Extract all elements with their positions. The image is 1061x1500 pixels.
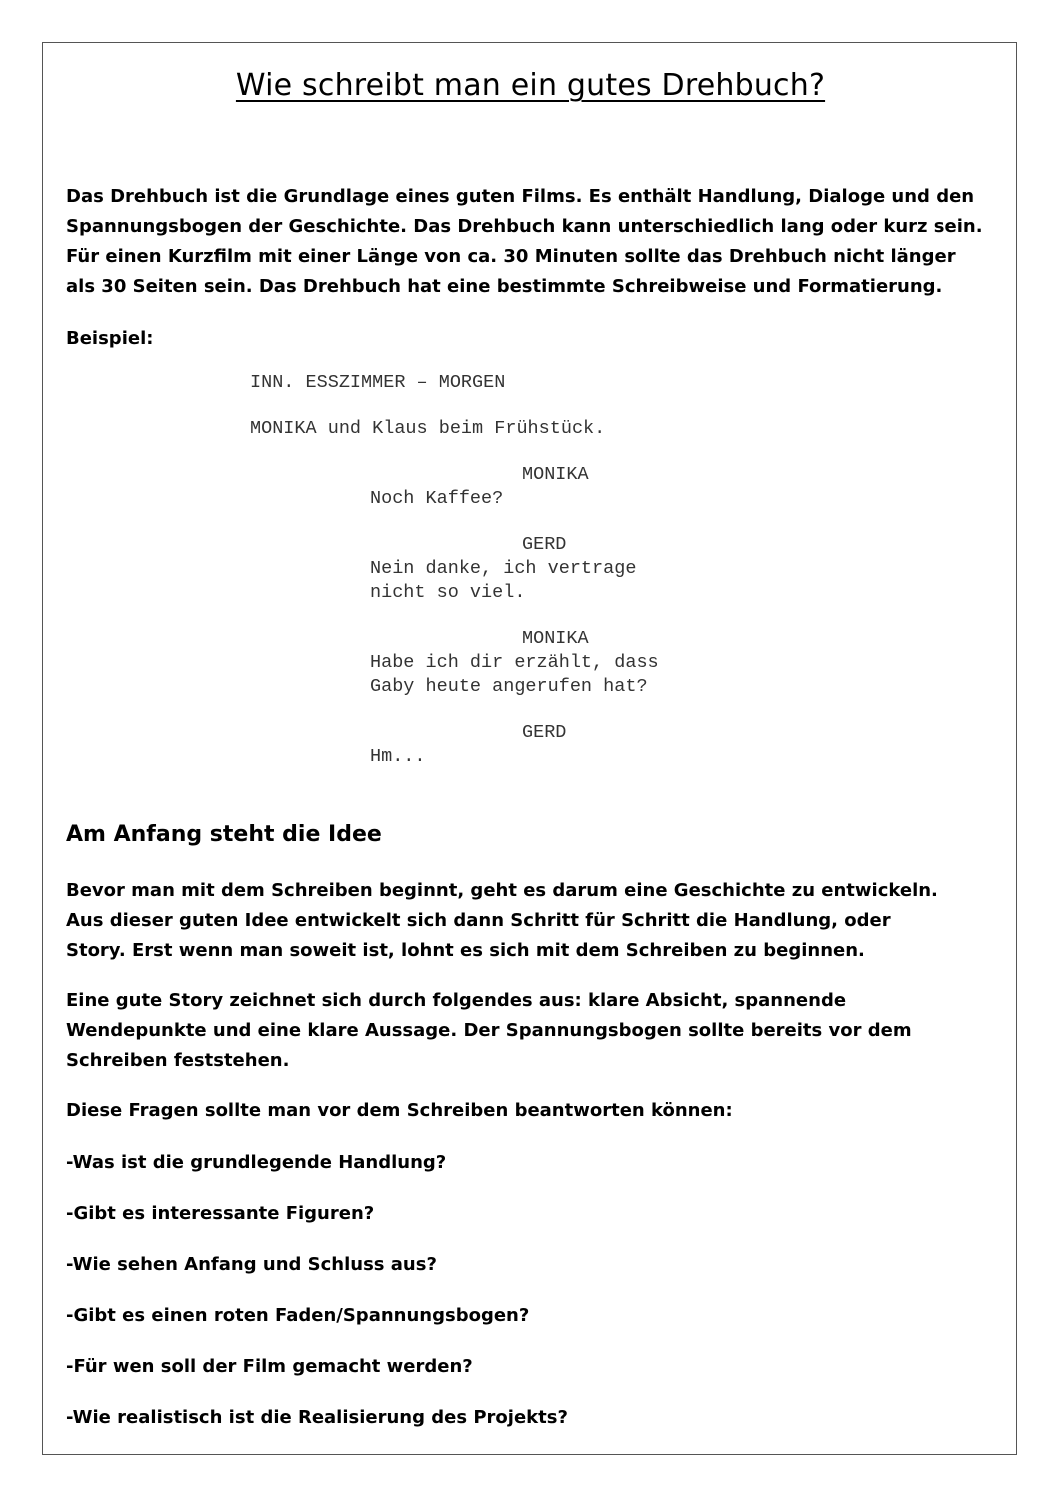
question-item: -Was ist die grundlegende Handlung? [66,1152,447,1173]
paragraph-line: Story. Erst wenn man soweit ist, lohnt es sich mit dem Schreiben zu beginnen. [66,940,865,961]
intro-line: Für einen Kurzfilm mit einer Länge von ca. 30 Minuten sollte das Drehbuch nicht länger [66,246,956,267]
paragraph-line: Eine gute Story zeichnet sich durch folgendes aus: klare Absicht, spannende [66,990,847,1011]
dialogue-line: Gaby heute angerufen hat? [370,676,648,697]
page-title: Wie schreibt man ein gutes Drehbuch? [235,68,826,103]
dialogue-line: Nein danke, ich vertrage [370,558,637,579]
intro-line: Das Drehbuch ist die Grundlage eines guten Films. Es enthält Handlung, Dialoge und den [66,186,975,207]
dialogue-character: GERD [522,722,567,743]
question-item: -Wie realistisch ist die Realisierung des Projekts? [66,1407,568,1428]
dialogue-character: MONIKA [522,628,589,649]
intro-paragraph [66,182,996,302]
question-item: -Für wen soll der Film gemacht werden? [66,1356,473,1377]
intro-line: als 30 Seiten sein. Das Drehbuch hat eine bestimmte Schreibweise und Formatierung. [66,276,943,297]
dialogue-line: Noch Kaffee? [370,488,504,509]
paragraph-line: Aus dieser guten Idee entwickelt sich dann Schritt für Schritt die Handlung, oder [66,910,891,931]
dialogue-character: MONIKA [522,464,589,485]
example-label: Beispiel: [66,328,154,349]
paragraph-line: Schreiben feststehen. [66,1050,290,1071]
dialogue-character: GERD [522,534,567,555]
scene-heading: INN. ESSZIMMER – MORGEN [250,372,506,393]
question-item: -Gibt es einen roten Faden/Spannungsbogen? [66,1305,530,1326]
dialogue-line: nicht so viel. [370,582,526,603]
section-heading: Am Anfang steht die Idee [66,822,382,847]
section-paragraph [66,986,996,1076]
question-item: -Gibt es interessante Figuren? [66,1203,375,1224]
scene-action: MONIKA und Klaus beim Frühstück. [250,418,606,439]
dialogue-line: Habe ich dir erzählt, dass [370,652,659,673]
question-item: -Wie sehen Anfang und Schluss aus? [66,1254,437,1275]
questions-intro: Diese Fragen sollte man vor dem Schreiben beantworten können: [66,1100,733,1121]
intro-line: Spannungsbogen der Geschichte. Das Drehbuch kann unterschiedlich lang oder kurz sein. [66,216,983,237]
dialogue-line: Hm... [370,746,426,767]
section-paragraph [66,876,996,966]
paragraph-line: Wendepunkte und eine klare Aussage. Der Spannungsbogen sollte bereits vor dem [66,1020,912,1041]
paragraph-line: Bevor man mit dem Schreiben beginnt, geht es darum eine Geschichte zu entwickeln. [66,880,938,901]
